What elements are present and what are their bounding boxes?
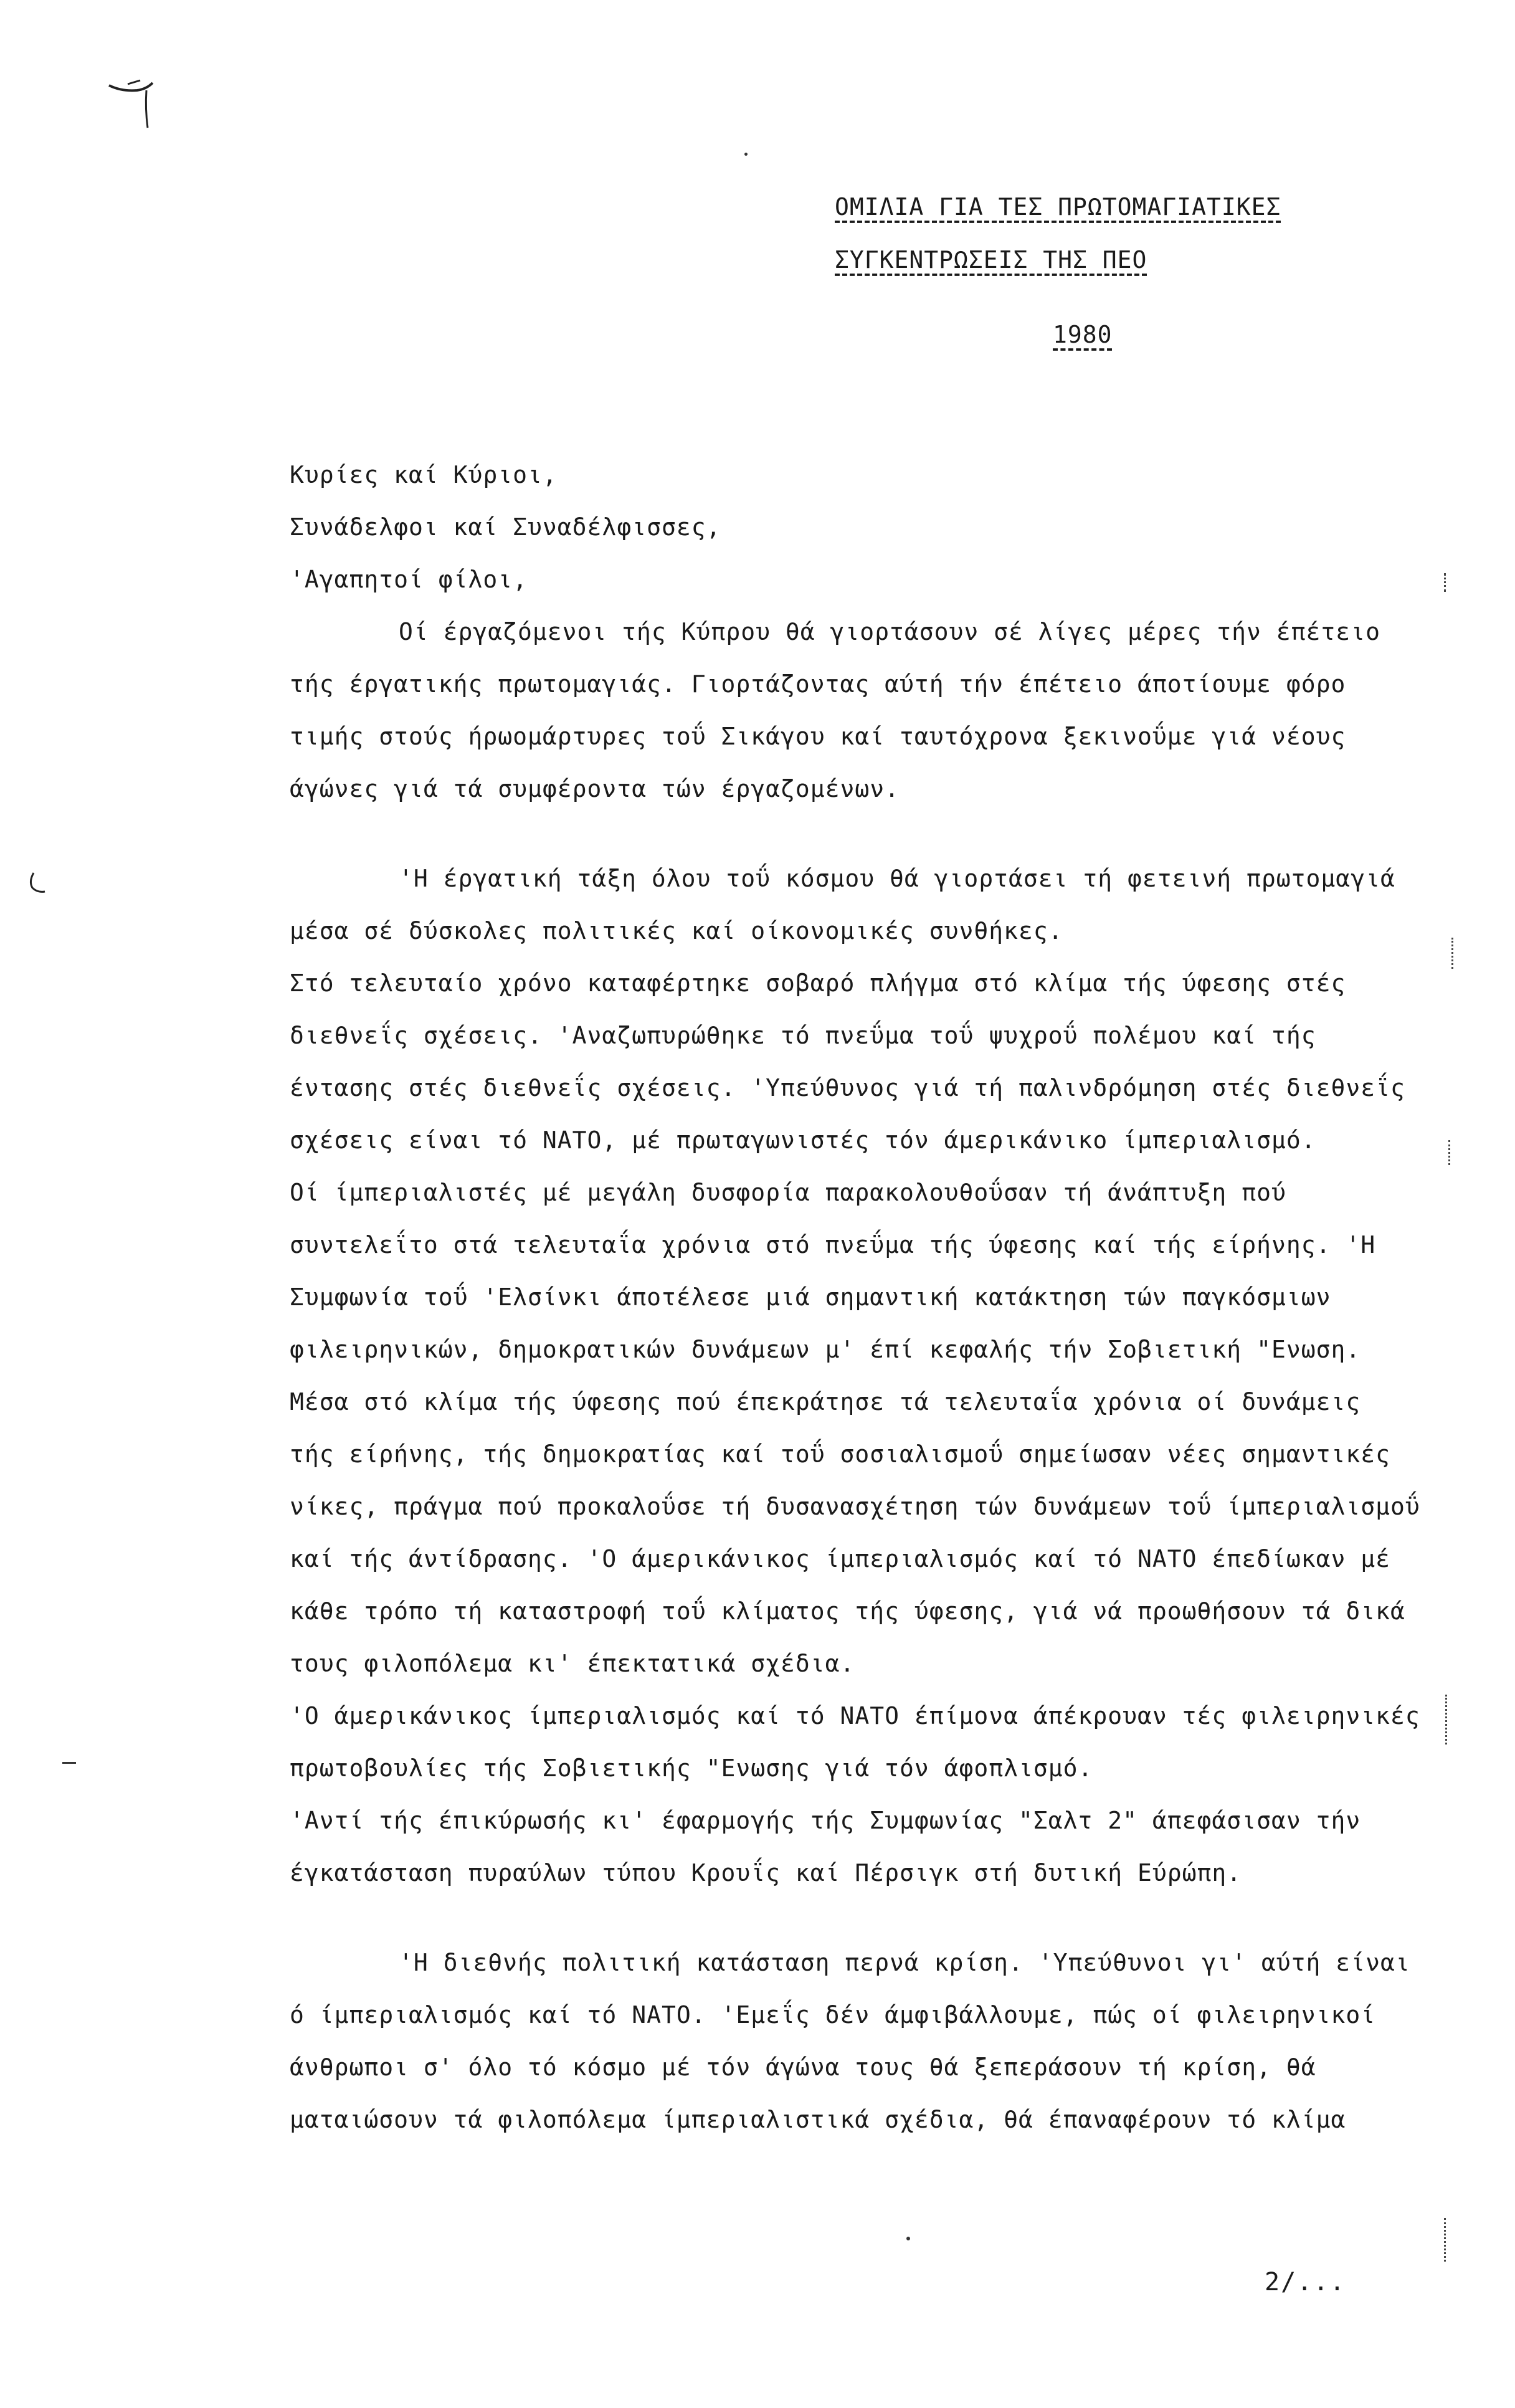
text-line: καί τής άντίδρασης. 'Ο άμερικάνικος ίμπεριαλισμός καί τό ΝΑΤΟ έπεδίωκαν μέ [290,1545,1390,1573]
heading-title-line1: ΟΜΙΛΙΑ ΓΙΑ ΤΕΣ ΠΡΩΤΟΜΑΓΙΑΤΙΚΕΣ [835,193,1281,221]
text-line: τους φιλοπόλεμα κι' έπεκτατικά σχέδια. [290,1650,855,1677]
text-line: Οί ίμπεριαλιστές μέ μεγάλη δυσφορία παρακολουθοΰσαν τή άνάπτυξη πού [290,1179,1286,1206]
salutation-line: 'Αγαπητοί φίλοι, [290,566,528,593]
salutation-line: Κυρίες καί Κύριοι, [290,461,558,488]
text-line: διεθνεΐς σχέσεις. 'Αναζωπυρώθηκε τό πνεΰμα τοΰ ψυχροΰ πολέμου καί τής [290,1022,1316,1049]
margin-dash [62,1762,76,1764]
text-line: Μέσα στό κλίμα τής ύφεσης πού έπεκράτησε τά τελευταΐα χρόνια οί δυνάμεις [290,1388,1361,1416]
text-line: 'Αντί τής έπικύρωσής κι' έφαρμογής τής Συμφωνίας "Σαλτ 2" άπεφάσισαν τήν [290,1807,1361,1834]
salutation-line: Συνάδελφοι καί Συναδέλφισσες, [290,513,721,541]
speck [1444,573,1448,592]
heading-year: 1980 [1053,321,1113,348]
text-line: 'Ο άμερικάνικος ίμπεριαλισμός καί τό ΝΑΤΟ έπίμονα άπέκρουαν τές φιλειρηνικές [290,1702,1420,1730]
speck [1451,938,1456,969]
text-line: Συμφωνία τοΰ 'Ελσίνκι άποτέλεσε μιά σημαντική κατάκτηση τών παγκόσμιων [290,1283,1331,1311]
text-line: πρωτοβουλίες τής Σοβιετικής "Ενωσης γιά τόν άφοπλισμό. [290,1754,1093,1782]
text-line: 'Η διεθνής πολιτική κατάσταση περνά κρίση. 'Υπεύθυνοι γι' αύτή είναι [399,1949,1410,1976]
page-number: 2/... [1265,2268,1346,2296]
text-line: ματαιώσουν τά φιλοπόλεμα ίμπεριαλιστικά σχέδια, θά έπαναφέρουν τό κλίμα [290,2106,1346,2133]
text-line: ό ίμπεριαλισμός καί τό ΝΑΤΟ. 'Εμεΐς δέν άμφιβάλλουμε, πώς οί φιλειρηνικοί [290,2001,1376,2029]
speck [906,2237,910,2240]
text-line: άνθρωποι σ' όλο τό κόσμο μέ τόν άγώνα τους θά ξεπεράσουν τή κρίση, θά [290,2053,1316,2081]
text-line: νίκες, πράγμα πού προκαλοΰσε τή δυσανασχέτηση τών δυνάμεων τοΰ ίμπεριαλισμοΰ [290,1493,1420,1520]
paragraph-2 [290,852,1473,1899]
text-line: κάθε τρόπο τή καταστροφή τοΰ κλίματος τής ύφεσης, γιά νά προωθήσουν τά δικά [290,1597,1405,1625]
margin-mark-icon [25,869,56,907]
text-line: σχέσεις είναι τό ΝΑΤΟ, μέ πρωταγωνιστές τόν άμερικάνικο ίμπεριαλισμό. [290,1126,1316,1154]
speck [744,153,748,156]
letter-body [290,449,1473,2146]
text-line: τής είρήνης, τής δημοκρατίας καί τοΰ σοσιαλισμοΰ σημείωσαν νέες σημαντικές [290,1440,1390,1468]
text-line: έγκατάσταση πυραύλων τύπου Κρουΐς καί Πέρσιγκ στή δυτική Εύρώπη. [290,1859,1242,1887]
text-line: τής έργατικής πρωτομαγιάς. Γιορτάζοντας αύτή τήν έπέτειο άποτίουμε φόρο [290,670,1346,698]
speck [1448,1140,1453,1165]
speck [1444,2218,1448,2262]
text-line: συντελεΐτο στά τελευταΐα χρόνια στό πνεΰμα τής ύφεσης καί τής είρήνης. 'Η [290,1231,1376,1259]
paragraph-3 [290,1936,1473,2146]
text-line: Οί έργαζόμενοι τής Κύπρου θά γιορτάσουν σέ λίγες μέρες τήν έπέτειο [399,618,1380,645]
handwritten-mark-icon [103,72,178,146]
text-line: άγώνες γιά τά συμφέροντα τών έργαζομένων. [290,775,900,802]
speck [1445,1695,1450,1744]
heading-title-line2: ΣΥΓΚΕΝΤΡΩΣΕΙΣ ΤΗΣ ΠΕΟ [835,246,1147,274]
text-line: μέσα σέ δύσκολες πολιτικές καί οίκονομικές συνθήκες. [290,917,1063,945]
text-line: Στό τελευταίο χρόνο καταφέρτηκε σοβαρό πλήγμα στό κλίμα τής ύφεσης στές [290,969,1346,997]
paragraph-1 [290,606,1473,815]
text-line: 'Η έργατική τάξη όλου τοΰ κόσμου θά γιορτάσει τή φετεινή πρωτομαγιά [399,865,1395,892]
salutation [290,449,1473,606]
text-line: τιμής στούς ήρωομάρτυρες τοΰ Σικάγου καί ταυτόχρονα ξεκινοΰμε γιά νέους [290,723,1346,750]
text-line: έντασης στές διεθνεΐς σχέσεις. 'Υπεύθυνος γιά τή παλινδρόμηση στές διεθνεΐς [290,1074,1405,1102]
text-line: φιλειρηνικών, δημοκρατικών δυνάμεων μ' έπί κεφαλής τήν Σοβιετική "Ενωση. [290,1336,1361,1363]
